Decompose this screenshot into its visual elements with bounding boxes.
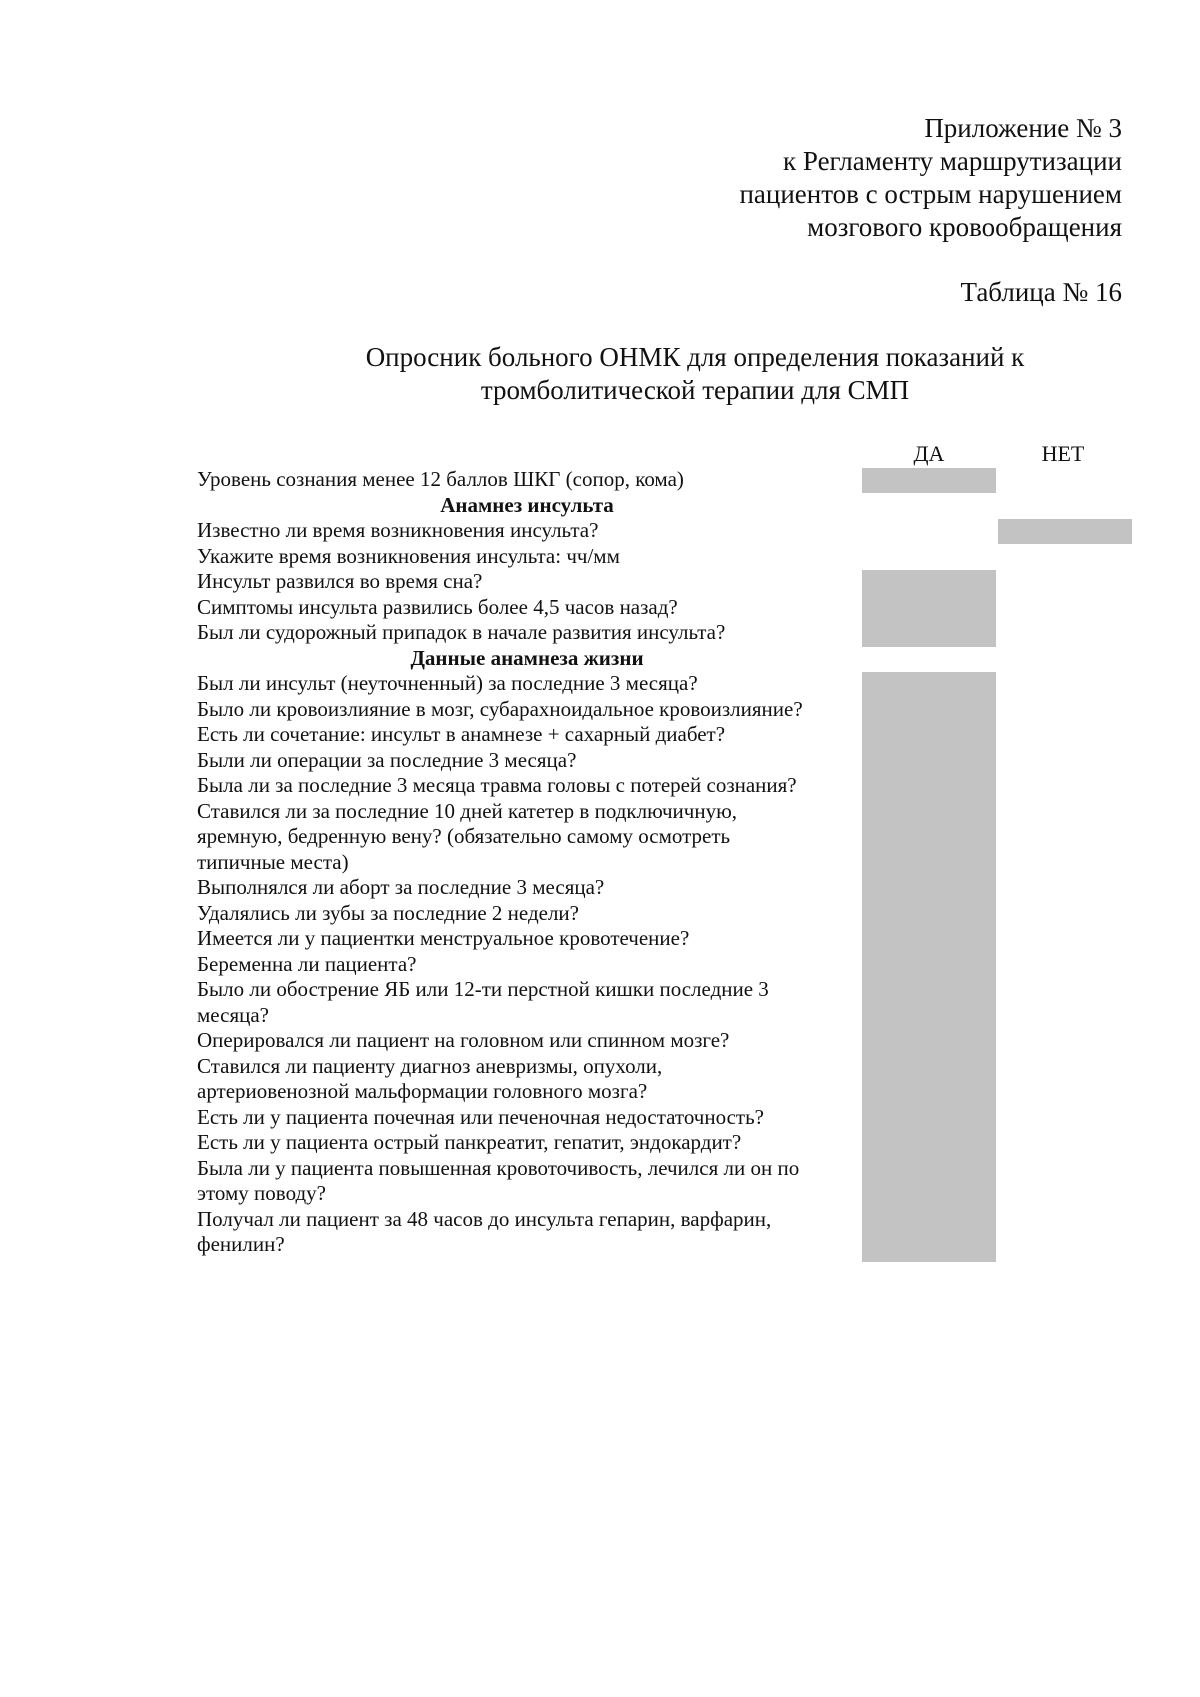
question-row: месяца?	[197, 1002, 269, 1027]
question-row: Ставился ли пациенту диагноз аневризмы, опухоли,	[197, 1053, 663, 1078]
questionnaire-rows	[197, 467, 857, 1258]
question-row: Была ли у пациента повышенная кровоточивость, лечился ли он по	[197, 1155, 800, 1180]
appendix-header	[739, 112, 1122, 244]
question-row: Был ли судорожный припадок в начале развития инсульта?	[197, 620, 726, 644]
question-row: Симптомы инсульта развились более 4,5 часов назад?	[197, 594, 678, 619]
question-row: Удалялись ли зубы за последние 2 недели?	[197, 900, 579, 925]
question-row: артериовенозной мальформации головного мозга?	[197, 1079, 648, 1103]
question-row: типичные места)	[197, 849, 349, 874]
question-row: Имеется ли у пациентки менструальное кровотечение?	[197, 926, 690, 950]
question-row: Получал ли пациент за 48 часов до инсульта гепарин, варфарин,	[197, 1206, 772, 1231]
no-column-header: НЕТ	[1041, 441, 1085, 466]
no-cell-onset-known[interactable]	[998, 519, 1132, 544]
question-row: Оперировался ли пациент на головном или спинном мозге?	[197, 1028, 730, 1052]
question-row: Есть ли у пациента острый панкреатит, гепатит, эндокардит?	[197, 1130, 742, 1154]
appendix-line-2: к Регламенту маршрутизации	[783, 146, 1122, 176]
title-line-2: тромболитической терапии для СМП	[480, 375, 910, 405]
yes-column-header: ДА	[913, 441, 945, 466]
question-row: фенилин?	[197, 1232, 285, 1256]
question-row: этому поводу?	[197, 1181, 326, 1205]
yes-cell-stroke-history[interactable]	[862, 570, 996, 647]
table-number: Таблица № 16	[960, 277, 1122, 307]
question-row: Укажите время возникновения инсульта: чч/мм	[197, 543, 620, 568]
question-row: яремную, бедренную вену? (обязательно самому осмотреть	[197, 824, 731, 848]
question-row: Уровень сознания менее 12 баллов ШКГ (сопор, кома)	[197, 467, 684, 491]
question-row: Был ли инсульт (неуточненный) за последние 3 месяца?	[197, 671, 698, 695]
question-row: Известно ли время возникновения инсульта?	[197, 518, 599, 542]
question-row: Была ли за последние 3 месяца травма головы с потерей сознания?	[197, 773, 797, 797]
question-row: Инсульт развился во время сна?	[197, 569, 483, 593]
question-row: Беременна ли пациента?	[197, 951, 417, 976]
question-row: Были ли операции за последние 3 месяца?	[197, 747, 577, 772]
question-row: Было ли обострение ЯБ или 12-ти перстной кишки последние 3	[197, 977, 769, 1001]
section-heading-life-history: Данные анамнеза жизни	[410, 645, 644, 670]
appendix-line-4: мозгового кровообращения	[807, 212, 1122, 242]
title-line-1: Опросник больного ОНМК для определения показаний к	[365, 342, 1025, 372]
question-row: Ставился ли за последние 10 дней катетер в подключичную,	[197, 798, 738, 823]
appendix-line-3: пациентов с острым нарушением	[739, 179, 1122, 209]
question-row: Есть ли сочетание: инсульт в анамнезе + сахарный диабет?	[197, 722, 726, 746]
question-row: Выполнялся ли аборт за последние 3 месяца?	[197, 875, 605, 899]
yes-cell-consciousness[interactable]	[862, 468, 996, 493]
yes-cell-life-history[interactable]	[862, 672, 996, 1262]
appendix-line-1: Приложение № 3	[924, 113, 1122, 143]
document-title	[345, 341, 1045, 407]
question-row: Есть ли у пациента почечная или печеночная недостаточность?	[197, 1104, 764, 1129]
question-row: Было ли кровоизлияние в мозг, субарахноидальное кровоизлияние?	[197, 696, 803, 721]
section-heading-stroke-history: Анамнез инсульта	[440, 492, 614, 517]
